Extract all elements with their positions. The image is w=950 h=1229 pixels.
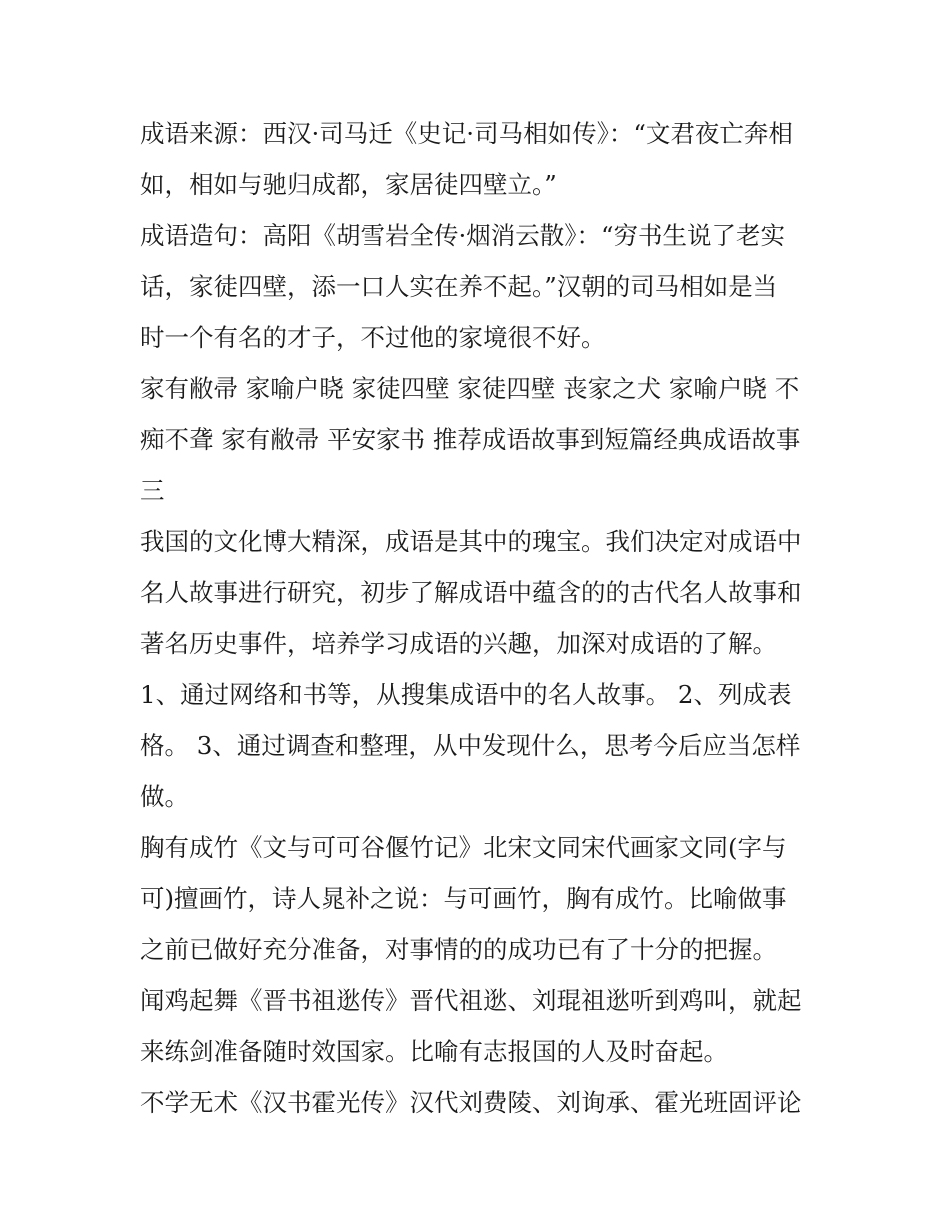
document-body <box>140 108 816 1128</box>
text-line: 时一个有名的才子，不过他的家境很不好。 <box>140 323 606 352</box>
text-line: 话，家徒四壁，添一口人实在养不起。”汉朝的司马相如是当 <box>140 272 778 301</box>
text-line: 不学无术《汉书霍光传》汉代刘费陵、刘询承、霍光班固评论 <box>140 1088 802 1117</box>
text-line: 三 <box>140 476 165 505</box>
text-line: 格。 3、通过调查和整理，从中发现什么，思考今后应当怎样 <box>140 731 801 760</box>
text-line: 1、通过网络和书等，从搜集成语中的名人故事。 2、列成表 <box>140 680 792 709</box>
text-line: 成语来源：西汉·司马迁《史记·司马相如传》：“文君夜亡奔相 <box>140 119 793 148</box>
text-line: 名人故事进行研究，初步了解成语中蕴含的的古代名人故事和 <box>140 578 802 607</box>
text-line: 成语造句：高阳《胡雪岩全传·烟消云散》：“穷书生说了老实 <box>140 221 786 250</box>
text-line: 来练剑准备随时效国家。比喻有志报国的人及时奋起。 <box>140 1037 728 1066</box>
text-line: 著名历史事件，培养学习成语的兴趣，加深对成语的了解。 <box>140 629 777 658</box>
text-line: 家有敝帚 家喻户晓 家徒四壁 家徒四壁 丧家之犬 家喻户晓 不 <box>140 374 800 403</box>
text-line: 之前已做好充分准备，对事情的的成功已有了十分的把握。 <box>140 935 777 964</box>
text-line: 闻鸡起舞《晋书祖逖传》晋代祖逖、刘琨祖逖听到鸡叫，就起 <box>140 986 802 1015</box>
text-line: 我国的文化博大精深，成语是其中的瑰宝。我们决定对成语中 <box>140 527 802 556</box>
text-line: 痴不聋 家有敝帚 平安家书 推荐成语故事到短篇经典成语故事 <box>140 425 801 454</box>
text-line: 如，相如与驰归成都，家居徒四壁立。” <box>140 170 557 199</box>
text-line: 可)擅画竹，诗人晁补之说：与可画竹，胸有成竹。比喻做事 <box>140 884 787 913</box>
text-line: 做。 <box>140 782 189 811</box>
text-line: 胸有成竹《文与可可谷偃竹记》北宋文同宋代画家文同(字与 <box>140 833 787 862</box>
